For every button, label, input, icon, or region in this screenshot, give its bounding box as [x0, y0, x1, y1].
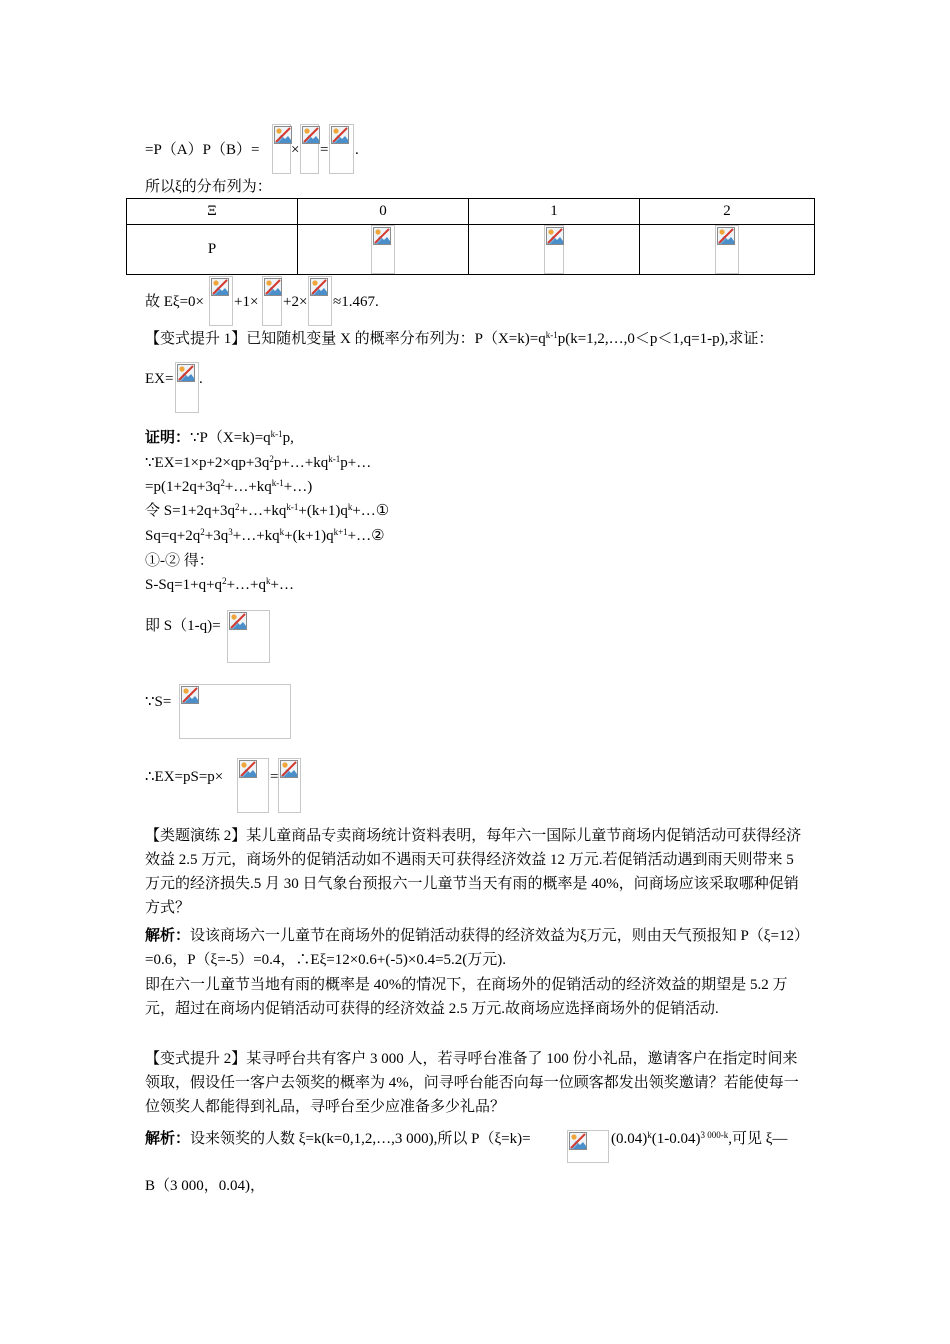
binomial-formula [611, 1129, 787, 1149]
superscript: 2 [220, 478, 225, 488]
drill2-body: 某儿童商品专卖商场统计资料表明，每年六一国际儿童节商场内促销活动可获得经济效益 2.5 万元，商场外的促销活动如不遇雨天可获得经济效益 12 万元.若促销活动遇到雨天则带来 5 万元的经济损失.5 月 30 日气象台预报六一儿童节当天有雨的概率是 40%，问商场应该采取哪种促销方式？ [145, 828, 802, 916]
broken-image-icon [181, 686, 199, 704]
variant2-body: 某寻呼台共有客户 3 000 人，若寻呼台准备了 100 份小礼品，邀请客户在指定时间来领取，假设任一客户去领奖的概率为 4%，问寻呼台能否向每一位顾客都发出领奖邀请？若能使每一位领奖人都能得到礼品，寻呼台至少应准备多少礼品？ [145, 1051, 799, 1115]
drill2-analysis [145, 924, 810, 972]
proof-text: p, [282, 430, 294, 446]
equals-sign: = [270, 769, 279, 785]
analysis-text: ,可见 ξ— [728, 1131, 788, 1147]
distribution-table [126, 198, 815, 275]
formula-image [371, 225, 395, 274]
superscript: 2 [200, 527, 205, 537]
proof-line-7 [145, 575, 294, 595]
variant1-claim [145, 369, 173, 389]
proof-text: +3q [204, 528, 229, 544]
formula-image [262, 276, 282, 326]
superscript: k [279, 527, 285, 537]
superscript: k-1 [328, 454, 341, 464]
proof-line-5 [145, 526, 385, 546]
drill2-problem [145, 824, 810, 920]
proof-text: +…+kq [224, 479, 272, 495]
table-header-row [127, 199, 815, 225]
probability-product-line [145, 140, 259, 160]
superscript: 2 [222, 576, 227, 586]
proof-text: +…) [283, 479, 313, 495]
broken-image-icon [274, 126, 292, 144]
proof-text: =p(1+2q+3q [145, 479, 221, 495]
analysis-text: (1-0.04) [651, 1131, 701, 1147]
times-sign: × [291, 142, 300, 158]
formula-image [329, 124, 354, 174]
table-header-cell: Ξ [127, 199, 298, 225]
superscript: 2 [269, 454, 274, 464]
proof-line-10 [145, 767, 223, 787]
equals-sign: = [320, 142, 329, 158]
proof-text: +… [270, 577, 294, 593]
broken-image-icon [302, 126, 320, 144]
superscript: k [647, 1130, 652, 1140]
variant2-title: 【变式提升 2】 [145, 1051, 247, 1067]
superscript: 2 [234, 502, 240, 512]
formula-image [715, 225, 739, 274]
broken-image-icon [280, 760, 298, 778]
formula-image [567, 1130, 609, 1163]
formula-image [272, 124, 291, 174]
proof-line-6: ①-② 得： [145, 553, 214, 569]
superscript: k-1 [270, 429, 283, 439]
table-header-cell: 1 [469, 199, 640, 225]
formula-image [209, 276, 233, 326]
broken-image-icon [239, 760, 257, 778]
variant2-analysis [145, 1129, 531, 1149]
formula-image [544, 225, 564, 274]
table-cell [469, 225, 640, 275]
proof-text: p+…+kq [273, 455, 329, 471]
product-lhs: =P（A）P（B）= [145, 142, 260, 158]
broken-image-icon [211, 278, 229, 296]
variant1-statement [145, 329, 773, 349]
analysis-label: 解析： [145, 928, 191, 944]
superscript: k-1 [271, 478, 284, 488]
binomial-conclusion: B（3 000，0.04)， [145, 1178, 266, 1194]
proof-text: S-Sq=1+q+q [145, 577, 223, 593]
superscript: k+1 [333, 527, 348, 537]
plus-two: +2× [283, 294, 308, 310]
proof-line-9: ∵S= [145, 694, 172, 710]
proof-line-1 [145, 428, 294, 448]
distribution-intro: 所以ξ的分布列为： [145, 179, 272, 195]
proof-text: +…① [352, 503, 390, 519]
superscript: k [347, 502, 353, 512]
variant1-text: 已知随机变量 X 的概率分布列为：P（X=k)=q [246, 331, 546, 347]
superscript: k [265, 576, 271, 586]
drill2-title: 【类题演练 2】 [145, 828, 247, 844]
variant2-problem [145, 1047, 810, 1119]
expectation-result: ≈1.467. [333, 294, 379, 310]
formula-image [227, 610, 270, 663]
proof-text: ∵EX=1×p+2×qp+3q [145, 455, 270, 471]
expectation-line [145, 292, 204, 312]
proof-text: +(k+1)q [298, 503, 348, 519]
superscript: k-1 [545, 330, 558, 340]
analysis-text: (0.04) [611, 1131, 648, 1147]
table-cell [640, 225, 815, 275]
broken-image-icon [264, 278, 282, 296]
superscript: k-1 [286, 502, 299, 512]
variant1-title: 【变式提升 1】 [145, 331, 247, 347]
formula-image [278, 758, 301, 813]
proof-label: 证明： [145, 430, 191, 446]
proof-line-8: 即 S（1-q)= [145, 618, 221, 634]
proof-text: +(k+1)q [284, 528, 334, 544]
broken-image-icon [310, 278, 328, 296]
proof-text: p+… [340, 455, 372, 471]
analysis-text: 设来领奖的人数 ξ=k(k=0,1,2,…,3 000),所以 P（ξ=k)= [190, 1131, 531, 1147]
table-row-label: P [127, 225, 298, 275]
proof-text: +…+kq [239, 503, 287, 519]
proof-text: +…+q [226, 577, 266, 593]
formula-image [300, 124, 319, 174]
analysis-label: 解析： [145, 1131, 191, 1147]
proof-line-2 [145, 453, 371, 473]
formula-image [179, 684, 291, 739]
formula-image [175, 362, 199, 413]
broken-image-icon [229, 612, 247, 630]
broken-image-icon [331, 126, 349, 144]
superscript: 3 000-k [700, 1130, 729, 1140]
broken-image-icon [177, 364, 195, 382]
variant1-text: p(k=1,2,…,0＜p＜1,q=1-p),求证： [557, 331, 774, 347]
period: . [355, 142, 359, 158]
expectation-prefix: 故 Eξ=0× [145, 294, 205, 310]
superscript: 3 [228, 527, 233, 537]
formula-image [237, 758, 269, 813]
proof-line-4 [145, 501, 389, 521]
proof-text: +…② [347, 528, 385, 544]
ex-label: EX= [145, 371, 174, 387]
broken-image-icon [569, 1132, 587, 1150]
proof-text: ∵P（X=k)=q [190, 430, 271, 446]
drill2-conclusion: 即在六一儿童节当地有雨的概率是 40%的情况下，在商场外的促销活动的经济效益的期望是 5.2 万元，超过在商场内促销活动可获得的经济效益 2.5 万元.故商场应选择商场外的促销活动. [145, 977, 788, 1017]
proof-text: ∴EX=pS=p× [145, 769, 224, 785]
analysis-text: 设该商场六一儿童节在商场外的促销活动获得的经济效益为ξ万元，则由天气预报知 P（ξ=12）=0.6，P（ξ=-5）=0.4，∴Eξ=12×0.6+(-5)×0.4=5.2(万元). [145, 928, 809, 968]
table-row [127, 225, 815, 275]
table-cell [298, 225, 469, 275]
proof-text: +…+kq [232, 528, 280, 544]
broken-image-icon [546, 227, 564, 245]
proof-line-3 [145, 477, 312, 497]
formula-image [308, 276, 332, 326]
table-header-cell: 2 [640, 199, 815, 225]
broken-image-icon [717, 227, 735, 245]
period: . [199, 371, 203, 387]
broken-image-icon [373, 227, 391, 245]
proof-text: Sq=q+2q [145, 528, 201, 544]
table-header-cell: 0 [298, 199, 469, 225]
proof-text: 令 S=1+2q+3q [145, 503, 235, 519]
plus-one: +1× [234, 294, 259, 310]
